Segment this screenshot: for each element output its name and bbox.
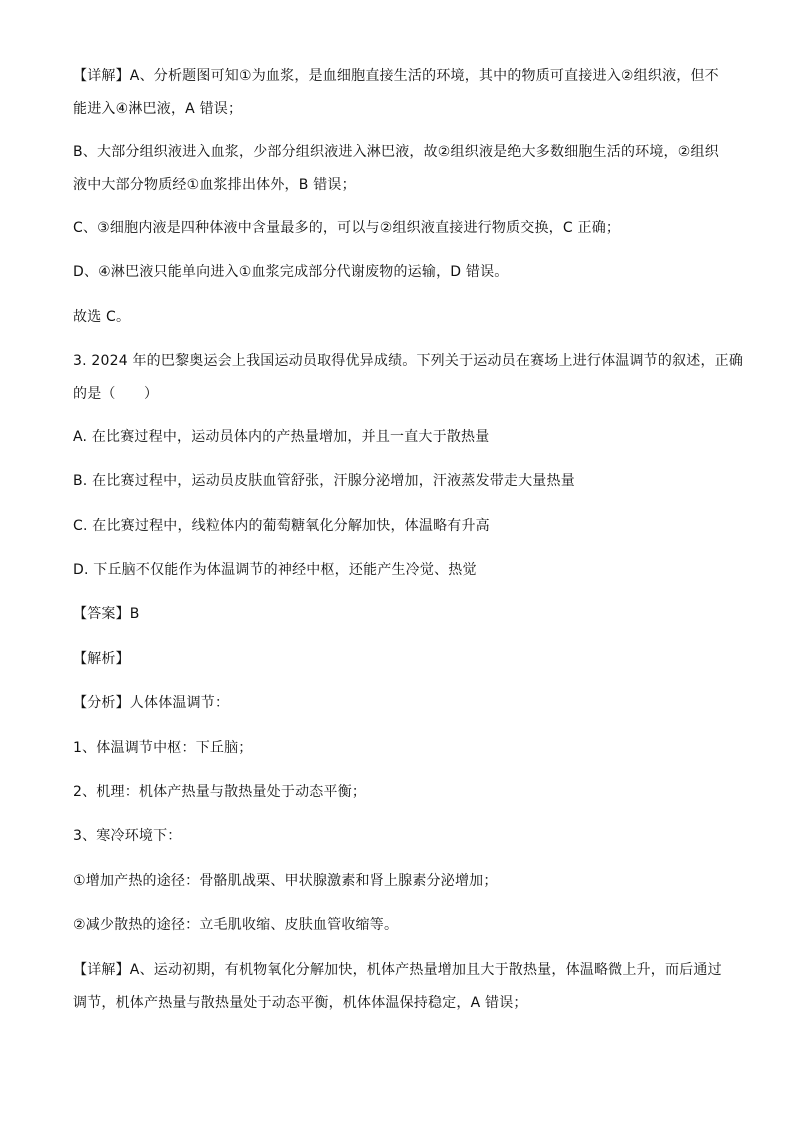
analysis-intro: 【分析】人体体温调节： [73, 695, 230, 711]
detail-paragraph-a [73, 60, 723, 126]
analysis-sub-1: ①增加产热的途径：骨骼肌战栗、甲状腺激素和肾上腺素分泌增加； [73, 873, 498, 889]
detail-paragraph-final [73, 954, 723, 1020]
text-line: B、大部分组织液进入血浆，少部分组织液进入淋巴液，故②组织液是绝大多数细胞生活的环境，②组织 [73, 144, 719, 160]
detail-paragraph-d: D、④淋巴液只能单向进入①血浆完成部分代谢废物的运输，D 错误。 [73, 264, 509, 280]
option-b: B. 在比赛过程中，运动员皮肤血管舒张，汗腺分泌增加，汗液蒸发带走大量热量 [73, 473, 575, 489]
text-line: 液中大部分物质经①血浆排出体外，B 错误； [73, 177, 356, 193]
option-d: D. 下丘脑不仅能作为体温调节的神经中枢，还能产生冷觉、热觉 [73, 562, 477, 578]
option-a: A. 在比赛过程中，运动员体内的产热量增加，并且一直大于散热量 [73, 429, 490, 445]
text-line: 【详解】A、运动初期，有机物氧化分解加快，机体产热量增加且大于散热量，体温略微上升，而后通过 [73, 962, 722, 978]
analysis-item-3: 3、寒冷环境下： [73, 828, 182, 844]
detail-paragraph-b [73, 136, 723, 202]
analysis-item-2: 2、机理：机体产热量与散热量处于动态平衡； [73, 784, 367, 800]
text-line: 调节，机体产热量与散热量处于动态平衡，机体体温保持稳定，A 错误； [73, 995, 528, 1011]
analysis-item-1: 1、体温调节中枢：下丘脑； [73, 740, 253, 756]
option-c: C. 在比赛过程中，线粒体内的葡萄糖氧化分解加快，体温略有升高 [73, 518, 490, 534]
text-line: 的是（ ） [73, 386, 159, 402]
text-line: 【详解】A、分析题图可知①为血浆，是血细胞直接生活的环境，其中的物质可直接进入②组织液，但不 [73, 68, 719, 84]
answer-line: 【答案】B [73, 606, 140, 622]
detail-paragraph-c: C、③细胞内液是四种体液中含量最多的，可以与②组织液直接进行物质交换，C 正确； [73, 220, 621, 236]
analysis-heading: 【解析】 [73, 651, 130, 667]
text-line: 能进入④淋巴液，A 错误； [73, 101, 243, 117]
text-line: 3. 2024 年的巴黎奥运会上我国运动员取得优异成绩。下列关于运动员在赛场上进行体温调节的叙述，正确 [73, 353, 744, 369]
question-3-stem [73, 345, 744, 411]
conclusion-line: 故选 C。 [73, 309, 131, 325]
analysis-sub-2: ②减少散热的途径：立毛肌收缩、皮肤血管收缩等。 [73, 917, 399, 933]
